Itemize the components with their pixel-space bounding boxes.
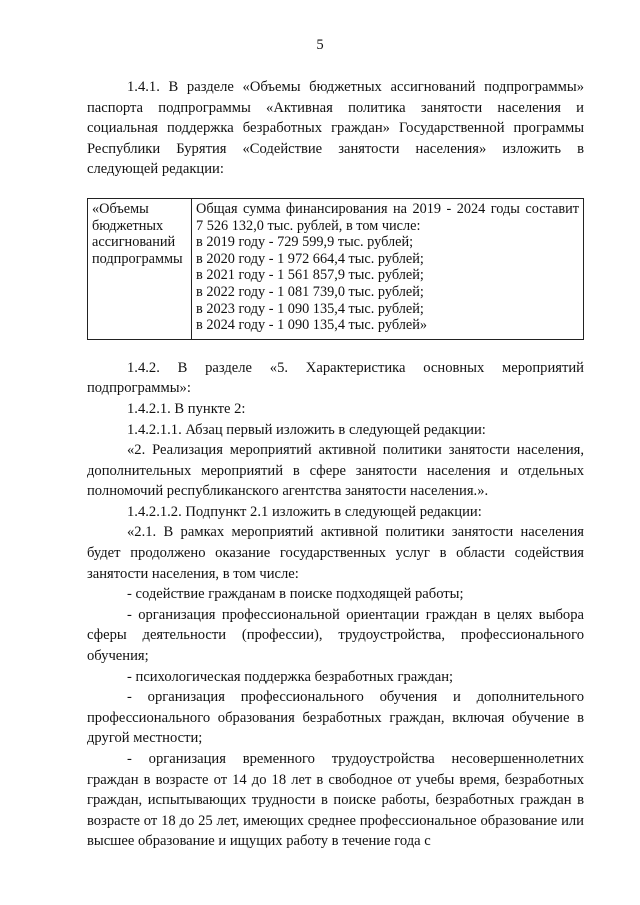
table-value-cell xyxy=(192,198,584,339)
table-row xyxy=(88,198,584,339)
label-line: ассигнований xyxy=(92,234,176,251)
label-line: бюджетных xyxy=(92,217,164,234)
value-line: в 2023 году - 1 090 135,4 тыс. рублей; xyxy=(196,300,424,317)
label-line: подпрограммы xyxy=(92,250,183,267)
allocation-table-wrapper xyxy=(87,198,584,340)
list-item: - организация профессиональной ориентации граждан в целях выбора сферы деятельности (профессии), трудоустройства, профессионального обучения; xyxy=(87,606,584,665)
value-line: в 2022 году - 1 081 739,0 тыс. рублей; xyxy=(196,283,424,300)
table-label-cell xyxy=(88,198,192,339)
value-line: Общая сумма финансирования на 2019 - 2024 годы составит xyxy=(196,200,579,217)
document-body xyxy=(87,77,584,852)
paragraph: «2. Реализация мероприятий активной политики занятости населения, дополнительных мероприятий в сфере занятости населения и отдельных полномочий республиканского агентства занятости населения.». xyxy=(87,442,584,500)
budget-allocation-table xyxy=(87,198,584,340)
paragraph: 1.4.2.1.2. Подпункт 2.1 изложить в следующей редакции: xyxy=(127,503,482,520)
list-item: - содействие гражданам в поиске подходящей работы; xyxy=(127,586,464,603)
page-number: 5 xyxy=(316,37,324,53)
label-line: «Объемы xyxy=(92,200,149,217)
value-line: в 2021 году - 1 561 857,9 тыс. рублей; xyxy=(196,267,424,284)
value-line: 7 526 132,0 тыс. рублей, в том числе: xyxy=(196,217,421,234)
list-item: - организация временного трудоустройства несовершеннолетних граждан в возрасте от 14 до 18 лет в свободное от учебы время, безработных граждан, испытывающих трудности в поиске работы, безработных граждан в возрасте от 18 до 25 лет, имеющих среднее профессиональное образование или высшее образование и ищущих работу в течение года с xyxy=(87,751,584,850)
paragraph: 1.4.2.1.1. Абзац первый изложить в следующей редакции: xyxy=(127,421,486,438)
value-line: в 2024 году - 1 090 135,4 тыс. рублей» xyxy=(196,317,428,334)
list-item: - психологическая поддержка безработных граждан; xyxy=(127,668,454,685)
paragraph: «2.1. В рамках мероприятий активной политики занятости населения будет продолжено оказание государственных услуг в области содействия занятости населения, в том числе: xyxy=(87,524,584,582)
section-1-4-2 xyxy=(87,358,584,852)
paragraph: 1.4.2.1. В пункте 2: xyxy=(127,400,246,417)
paragraph: 1.4.2. В разделе «5. Характеристика основных мероприятий подпрограммы»: xyxy=(87,359,584,397)
value-line: в 2020 году - 1 972 664,4 тыс. рублей; xyxy=(196,250,424,267)
value-line: в 2019 году - 729 599,9 тыс. рублей; xyxy=(196,234,414,251)
section-1-4-1-paragraph: 1.4.1. В разделе «Объемы бюджетных ассигнований подпрограммы» паспорта подпрограммы «Активная политика занятости населения и социальная поддержка безработных граждан» Государственной программы Республики Бурятия «Содействие занятости населения» изложить в следующей редакции: xyxy=(87,79,584,178)
list-item: - организация профессионального обучения и дополнительного профессионального образования безработных граждан, включая обучение в другой местности; xyxy=(87,689,584,747)
